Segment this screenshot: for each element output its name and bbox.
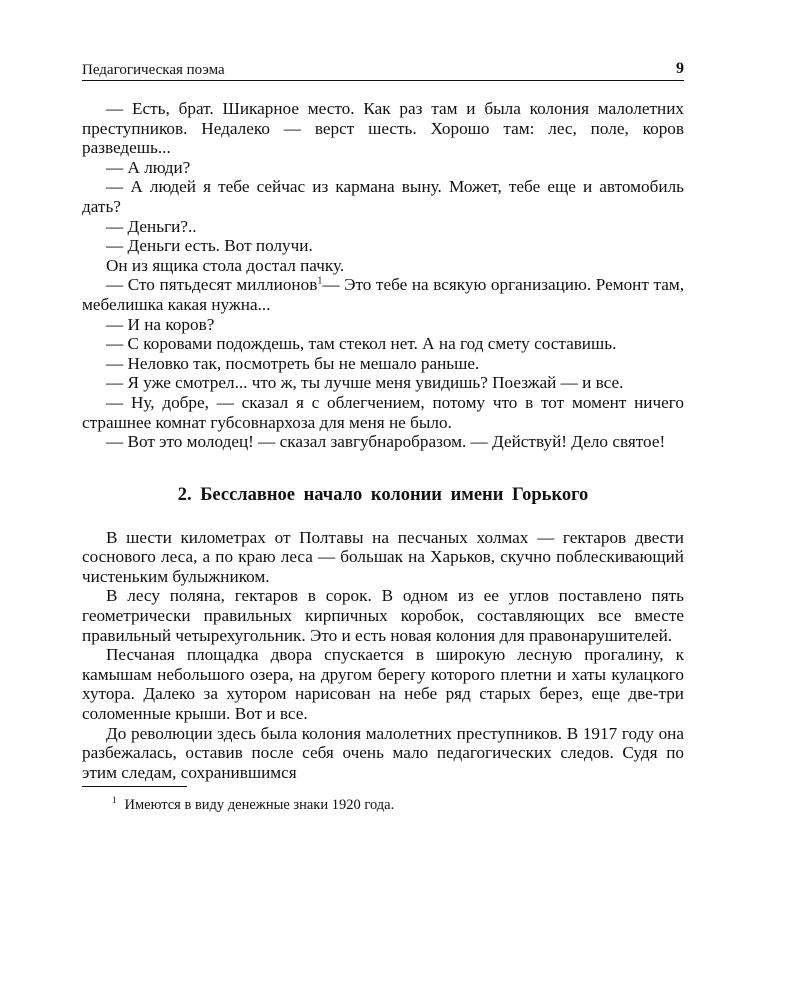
paragraph: — Деньги?.. xyxy=(106,216,197,236)
paragraph: До революции здесь была колония малолетних преступников. В 1917 году она разбежалась, оставив после себя очень мало педагогических следов. Судя по этим следам, сохранившимся xyxy=(82,723,684,782)
paragraph: — Я уже смотрел... что ж, ты лучше меня увидишь? Поезжай — и все. xyxy=(106,373,624,393)
section-heading: 2. Бесславное начало колонии имени Горького xyxy=(177,484,589,505)
footnote-marker: 1 xyxy=(112,795,117,806)
paragraph: Он из ящика стола достал пачку. xyxy=(106,255,345,275)
paragraph: — А людей я тебе сейчас из кармана выну. Может, тебе еще и автомобиль дать? xyxy=(82,177,684,216)
paragraph: — Есть, брат. Шикарное место. Как раз там и была колония малолетних преступников. Недалеко — верст шесть. Хорошо там: лес, поле, коров разведешь... xyxy=(82,99,684,158)
running-head xyxy=(82,58,684,81)
running-title: Педагогическая поэма xyxy=(82,62,225,78)
paragraph: — И на коров? xyxy=(106,314,215,334)
paragraph: — Ну, добре, — сказал я с облегчением, потому что в тот момент ничего страшнее комнат губсовнархоза для меня не было. xyxy=(82,392,684,432)
book-page xyxy=(82,58,684,814)
paragraph-part: — Сто пятьдесят миллионов xyxy=(106,275,318,295)
paragraph: Песчаная площадка двора спускается в широкую лесную прогалину, к камышам небольшого озера, на другом берегу которого плетни и хаты кулацкого хутора. Далеко за хутором нарисован на небе ряд старых берез, еще две-три соломенные крыши. Вот и все. xyxy=(82,645,684,724)
paragraph: — Деньги есть. Вот получи. xyxy=(106,236,313,256)
paragraph xyxy=(82,275,684,314)
paragraph-part: — Это тебе на всякую организацию. Ремонт там, мебелишка какая нужна... xyxy=(82,275,684,314)
page-number: 9 xyxy=(676,60,684,77)
footnote-reference: 1 xyxy=(317,275,323,287)
paragraph: — А люди? xyxy=(106,157,191,177)
paragraph: — Вот это молодец! — сказал завгубнаробразом. — Действуй! Дело святое! xyxy=(106,432,666,452)
paragraph: — С коровами подождешь, там стекол нет. А на год смету составишь. xyxy=(106,334,617,354)
footnote-divider xyxy=(82,786,187,787)
paragraph: В шести километрах от Полтавы на песчаных холмах — гектаров двести соснового леса, а по краю леса — большак на Харьков, скучно поблескивающий чистеньким булыжником. xyxy=(82,527,684,586)
footnote xyxy=(82,791,684,814)
footnote-text: Имеются в виду денежные знаки 1920 года. xyxy=(124,797,395,814)
section-body xyxy=(82,528,684,783)
paragraph: В лесу поляна, гектаров в сорок. В одном из ее углов поставлено пять геометрически правильных кирпичных коробок, составляющих все вместе правильный четырехугольник. Это и есть новая колония для правонарушителей. xyxy=(82,586,684,645)
paragraph: — Неловко так, посмотреть бы не мешало раньше. xyxy=(106,353,480,373)
dialogue-block xyxy=(82,99,684,452)
